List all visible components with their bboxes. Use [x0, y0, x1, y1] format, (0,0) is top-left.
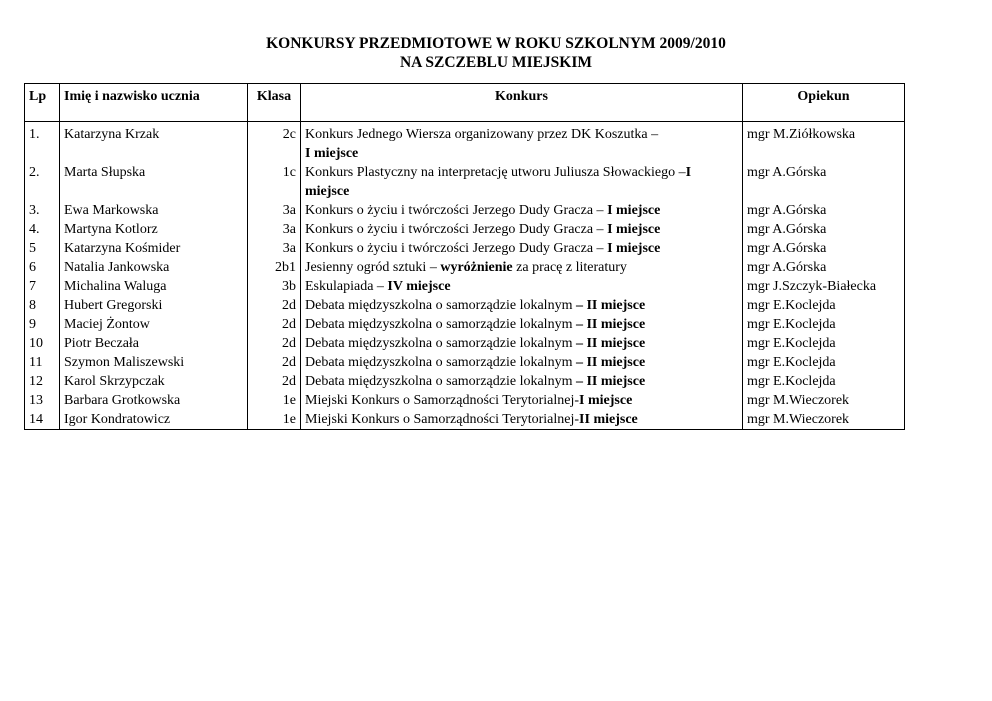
cell-konkurs	[301, 122, 743, 164]
cell-lp: 12	[25, 372, 60, 391]
konkurs-result: – II miejsce	[575, 336, 646, 351]
table-row	[25, 315, 905, 334]
konkurs-result: – II miejsce	[575, 374, 646, 389]
cell-klasa: 1e	[248, 410, 301, 430]
konkurs-result: IV miejsce	[387, 279, 451, 294]
table-row	[25, 220, 905, 239]
konkurs-result: I miejsce	[607, 203, 661, 218]
konkurs-text: Konkurs o życiu i twórczości Jerzego Dudy Gracza –	[305, 241, 608, 256]
konkurs-result: II miejsce	[579, 412, 638, 427]
cell-name: Szymon Maliszewski	[60, 353, 248, 372]
title-line-2: NA SZCZEBLU MIEJSKIM	[399, 54, 593, 71]
cell-lp: 6	[25, 258, 60, 277]
cell-klasa: 3a	[248, 239, 301, 258]
konkurs-text: Debata międzyszkolna o samorządzie lokalnym	[305, 317, 576, 332]
table-row	[25, 353, 905, 372]
cell-opiekun: mgr E.Koclejda	[743, 296, 905, 315]
table-row	[25, 391, 905, 410]
cell-name: Karol Skrzypczak	[60, 372, 248, 391]
cell-name: Natalia Jankowska	[60, 258, 248, 277]
cell-name: Maciej Żontow	[60, 315, 248, 334]
cell-opiekun: mgr E.Koclejda	[743, 334, 905, 353]
table-row	[25, 239, 905, 258]
header-konkurs: Konkurs	[301, 84, 743, 122]
cell-name: Ewa Markowska	[60, 201, 248, 220]
cell-lp: 4.	[25, 220, 60, 239]
konkurs-result: I miejsce	[607, 241, 661, 256]
table-row	[25, 122, 905, 164]
konkurs-result: – II miejsce	[575, 298, 646, 313]
cell-lp: 1.	[25, 122, 60, 164]
cell-lp: 3.	[25, 201, 60, 220]
cell-klasa: 1e	[248, 391, 301, 410]
cell-konkurs	[301, 201, 743, 220]
cell-klasa: 2d	[248, 315, 301, 334]
cell-konkurs	[301, 239, 743, 258]
konkurs-text: Eskulapiada –	[305, 279, 388, 294]
cell-lp: 13	[25, 391, 60, 410]
cell-konkurs	[301, 391, 743, 410]
konkurs-result: I miejsce	[305, 165, 692, 199]
cell-lp: 14	[25, 410, 60, 430]
konkurs-result: I miejsce	[579, 393, 633, 408]
cell-name: Michalina Waluga	[60, 277, 248, 296]
konkurs-text: Debata międzyszkolna o samorządzie lokalnym	[305, 336, 576, 351]
cell-opiekun: mgr A.Górska	[743, 220, 905, 239]
cell-klasa: 1c	[248, 163, 301, 201]
cell-opiekun: mgr M.Wieczorek	[743, 391, 905, 410]
table-row	[25, 163, 905, 201]
cell-name: Katarzyna Krzak	[60, 122, 248, 164]
konkurs-result: – II miejsce	[575, 355, 646, 370]
cell-opiekun: mgr A.Górska	[743, 163, 905, 201]
cell-opiekun: mgr E.Koclejda	[743, 372, 905, 391]
cell-lp: 9	[25, 315, 60, 334]
cell-konkurs	[301, 315, 743, 334]
header-opiekun: Opiekun	[743, 84, 905, 122]
konkurs-text: Miejski Konkurs o Samorządności Terytorialnej-	[305, 393, 580, 408]
cell-konkurs	[301, 353, 743, 372]
table-row	[25, 410, 905, 430]
header-name: Imię i nazwisko ucznia	[60, 84, 248, 122]
header-lp: Lp	[25, 84, 60, 122]
cell-konkurs	[301, 258, 743, 277]
cell-opiekun: mgr E.Koclejda	[743, 315, 905, 334]
cell-name: Piotr Beczała	[60, 334, 248, 353]
cell-lp: 7	[25, 277, 60, 296]
cell-konkurs	[301, 163, 743, 201]
table-body	[25, 122, 905, 430]
konkurs-text: Debata międzyszkolna o samorządzie lokalnym	[305, 355, 576, 370]
cell-klasa: 2d	[248, 296, 301, 315]
cell-klasa: 3a	[248, 220, 301, 239]
cell-name: Hubert Gregorski	[60, 296, 248, 315]
konkurs-text: Debata międzyszkolna o samorządzie lokalnym	[305, 374, 576, 389]
konkurs-text: Konkurs o życiu i twórczości Jerzego Dudy Gracza –	[305, 222, 608, 237]
cell-klasa: 2b1	[248, 258, 301, 277]
cell-klasa: 2c	[248, 122, 301, 164]
cell-lp: 2.	[25, 163, 60, 201]
table-row	[25, 296, 905, 315]
cell-klasa: 2d	[248, 372, 301, 391]
title-line-1: KONKURSY PRZEDMIOTOWE W ROKU SZKOLNYM 2009/2010	[266, 35, 726, 52]
header-klasa: Klasa	[248, 84, 301, 122]
cell-konkurs	[301, 372, 743, 391]
cell-name: Igor Kondratowicz	[60, 410, 248, 430]
cell-konkurs	[301, 410, 743, 430]
cell-name: Martyna Kotlorz	[60, 220, 248, 239]
table-row	[25, 277, 905, 296]
cell-konkurs	[301, 334, 743, 353]
konkurs-text: Konkurs Jednego Wiersza organizowany przez DK Koszutka –	[305, 127, 659, 142]
cell-lp: 10	[25, 334, 60, 353]
konkurs-result: wyróżnienie	[440, 260, 513, 275]
cell-opiekun: mgr A.Górska	[743, 201, 905, 220]
document-title	[0, 34, 992, 72]
cell-konkurs	[301, 296, 743, 315]
cell-name: Marta Słupska	[60, 163, 248, 201]
cell-klasa: 2d	[248, 353, 301, 372]
table-row	[25, 258, 905, 277]
table-row	[25, 334, 905, 353]
cell-lp: 5	[25, 239, 60, 258]
table-row	[25, 201, 905, 220]
cell-opiekun: mgr A.Górska	[743, 258, 905, 277]
cell-opiekun: mgr A.Górska	[743, 239, 905, 258]
cell-lp: 11	[25, 353, 60, 372]
konkurs-result: I miejsce	[607, 222, 661, 237]
results-table	[24, 83, 905, 430]
cell-klasa: 3b	[248, 277, 301, 296]
konkurs-text: Debata międzyszkolna o samorządzie lokalnym	[305, 298, 576, 313]
cell-konkurs	[301, 277, 743, 296]
table-row	[25, 372, 905, 391]
konkurs-text: Miejski Konkurs o Samorządności Terytorialnej-	[305, 412, 580, 427]
cell-klasa: 2d	[248, 334, 301, 353]
konkurs-result: I miejsce	[305, 146, 359, 161]
cell-opiekun: mgr M.Wieczorek	[743, 410, 905, 430]
cell-klasa: 3a	[248, 201, 301, 220]
cell-lp: 8	[25, 296, 60, 315]
cell-opiekun: mgr E.Koclejda	[743, 353, 905, 372]
cell-konkurs	[301, 220, 743, 239]
konkurs-text-after: za pracę z literatury	[512, 260, 627, 275]
cell-name: Katarzyna Kośmider	[60, 239, 248, 258]
konkurs-text: Konkurs o życiu i twórczości Jerzego Dudy Gracza –	[305, 203, 608, 218]
konkurs-result: – II miejsce	[575, 317, 646, 332]
konkurs-text: Konkurs Plastyczny na interpretację utworu Juliusza Słowackiego –	[305, 165, 686, 180]
konkurs-text: Jesienny ogród sztuki –	[305, 260, 441, 275]
cell-opiekun: mgr M.Ziółkowska	[743, 122, 905, 164]
cell-opiekun: mgr J.Szczyk-Białecka	[743, 277, 905, 296]
cell-name: Barbara Grotkowska	[60, 391, 248, 410]
table-header-row	[25, 84, 905, 122]
